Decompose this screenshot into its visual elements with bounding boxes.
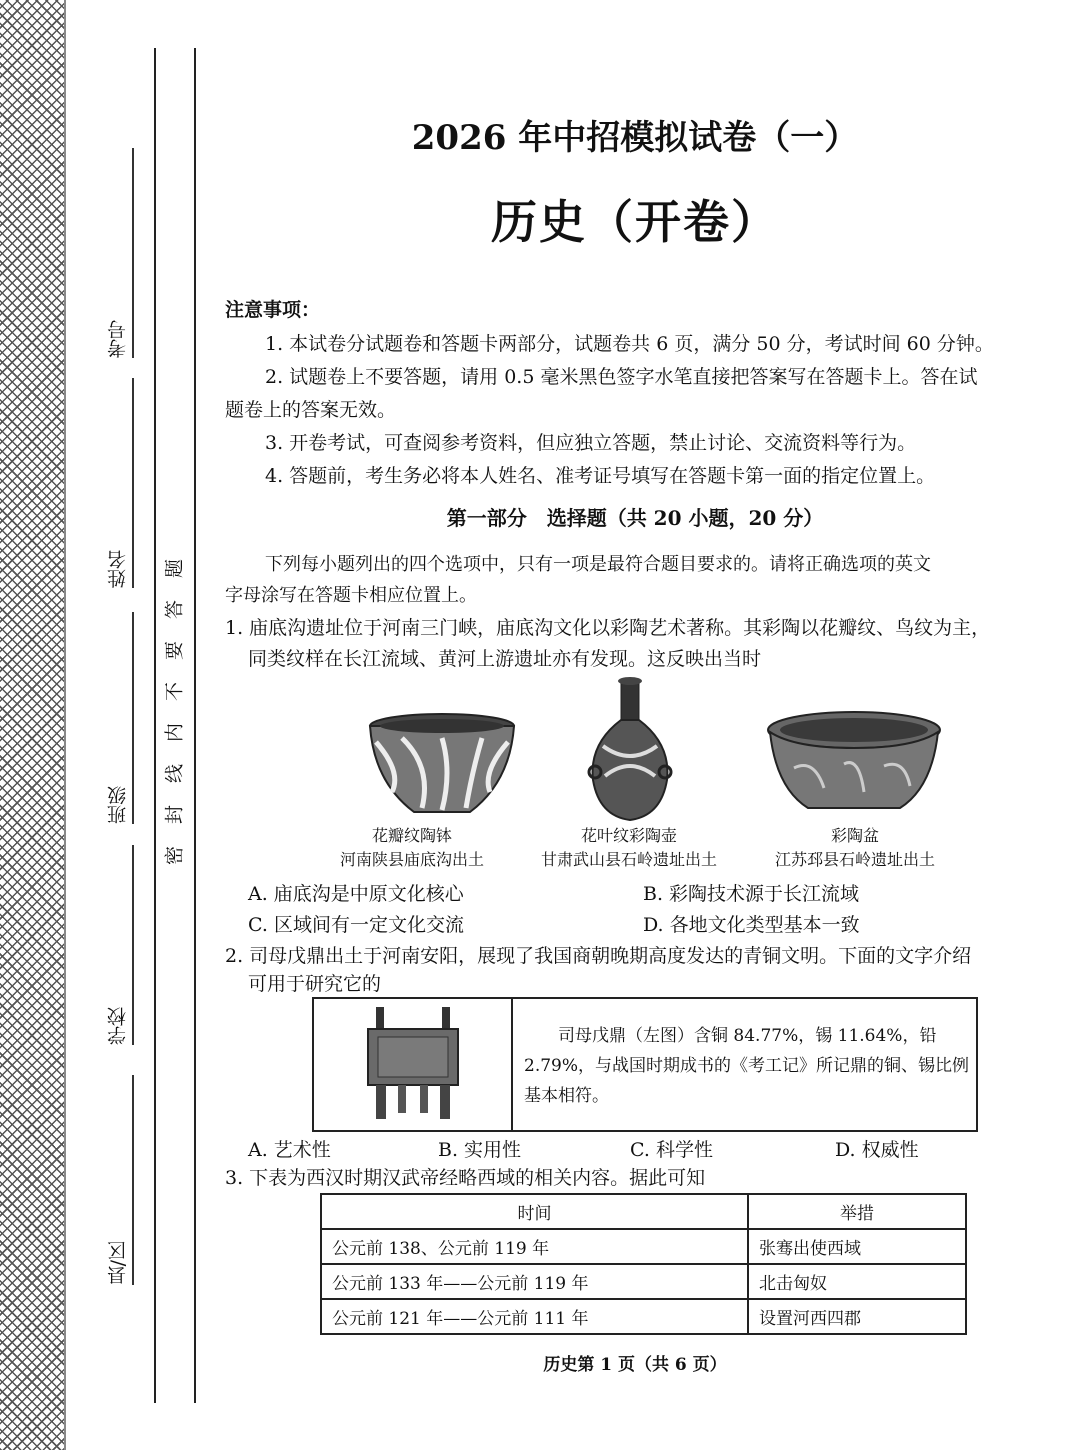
table-cell: 公元前 121 年——公元前 111 年 bbox=[321, 1299, 748, 1334]
caption-name: 花叶纹彩陶壶 bbox=[580, 826, 677, 845]
school-underline bbox=[132, 845, 134, 1045]
class-underline bbox=[132, 612, 134, 824]
seal-char: 封 bbox=[163, 805, 186, 825]
name-underline bbox=[132, 378, 134, 588]
ding-image bbox=[358, 1005, 468, 1123]
option-a[interactable]: A. 庙底沟是中原文化核心 bbox=[248, 883, 464, 905]
table-cell: 公元前 133 年——公元前 119 年 bbox=[321, 1264, 748, 1299]
field-label: 班级 bbox=[107, 786, 129, 824]
seal-char: 内 bbox=[163, 723, 186, 743]
caption-origin: 甘肃武山县石岭遗址出土 bbox=[540, 850, 717, 869]
field-class[interactable] bbox=[98, 612, 146, 824]
section-intro: 字母涂写在答题卡相应位置上。 bbox=[225, 585, 477, 606]
field-label: 姓名 bbox=[107, 550, 129, 588]
table-row bbox=[321, 1299, 966, 1334]
section-intro: 下列每小题列出的四个选项中，只有一项是最符合题目要求的。请将正确选项的英文 bbox=[265, 554, 931, 575]
image-caption-1 bbox=[292, 824, 532, 872]
section-title: 第一部分 选择题（共 20 小题，20 分） bbox=[446, 506, 824, 530]
note-item: 题卷上的答案无效。 bbox=[225, 399, 397, 421]
note-item: 3. 开卷考试，可查阅参考资料，但应独立答题，禁止讨论、交流资料等行为。 bbox=[265, 432, 917, 454]
question-stem: 可用于研究它的 bbox=[248, 973, 382, 995]
subject-title: 历史（开卷） bbox=[491, 195, 779, 249]
question-stem: 3. 下表为西汉时期汉武帝经略西域的相关内容。据此可知 bbox=[225, 1167, 706, 1189]
seal-notice bbox=[160, 548, 190, 876]
q2-material-box bbox=[312, 997, 978, 1132]
option-c[interactable]: C. 科学性 bbox=[630, 1139, 713, 1161]
table-row bbox=[321, 1264, 966, 1299]
caption-origin: 江苏邳县石岭遗址出土 bbox=[774, 850, 935, 869]
seal-char: 不 bbox=[163, 682, 186, 702]
option-a[interactable]: A. 艺术性 bbox=[248, 1139, 331, 1161]
seal-char: 答 bbox=[163, 600, 186, 620]
option-d[interactable]: D. 权威性 bbox=[835, 1139, 919, 1161]
image-caption-3 bbox=[735, 824, 975, 872]
note-item: 1. 本试卷分试题卷和答题卡两部分，试题卷共 6 页，满分 50 分，考试时间 60 分钟。 bbox=[265, 333, 994, 355]
table-row bbox=[321, 1229, 966, 1264]
option-b[interactable]: B. 实用性 bbox=[438, 1139, 522, 1161]
field-district[interactable] bbox=[98, 1075, 146, 1285]
option-c[interactable]: C. 区域间有一定文化交流 bbox=[248, 914, 464, 936]
table-cell: 设置河西四郡 bbox=[748, 1299, 966, 1334]
seal-char: 要 bbox=[163, 641, 186, 661]
q2-material-text: 司母戊鼎（左图）含铜 84.77%，锡 11.64%，铅 2.79%，与战国时期成书的《考工记》所记鼎的铜、锡比例基本相符。 bbox=[524, 1026, 970, 1106]
field-label: 县/区 bbox=[107, 1240, 129, 1285]
basin-image bbox=[764, 708, 944, 818]
exam-number-underline bbox=[132, 148, 134, 358]
table-header: 举措 bbox=[748, 1194, 966, 1229]
table-header: 时间 bbox=[321, 1194, 748, 1229]
page-footer: 历史第 1 页（共 6 页） bbox=[543, 1355, 727, 1375]
option-b[interactable]: B. 彩陶技术源于长江流域 bbox=[643, 883, 860, 905]
caption-origin: 河南陕县庙底沟出土 bbox=[339, 850, 484, 869]
bowl-image bbox=[362, 712, 522, 820]
seal-char: 题 bbox=[163, 559, 186, 579]
table-cell: 北击匈奴 bbox=[748, 1264, 966, 1299]
field-name[interactable] bbox=[98, 378, 146, 588]
question-stem: 同类纹样在长江流域、黄河上游遗址亦有发现。这反映出当时 bbox=[248, 648, 762, 670]
exam-title: 2026 年中招模拟试卷（一） bbox=[411, 118, 859, 158]
district-underline bbox=[132, 1075, 134, 1285]
vase-image bbox=[585, 676, 675, 824]
box-divider bbox=[511, 999, 513, 1130]
field-exam-number[interactable] bbox=[98, 148, 146, 358]
question-stem: 2. 司母戊鼎出土于河南安阳，展现了我国商朝晚期高度发达的青铜文明。下面的文字介绍 bbox=[225, 945, 972, 967]
binding-edge bbox=[64, 0, 66, 1450]
option-d[interactable]: D. 各地文化类型基本一致 bbox=[643, 914, 860, 936]
seal-char: 线 bbox=[163, 764, 186, 784]
table-cell: 张骞出使西域 bbox=[748, 1229, 966, 1264]
field-label: 考号 bbox=[107, 320, 129, 358]
binding-hatch bbox=[0, 0, 64, 1450]
table-cell: 公元前 138、公元前 119 年 bbox=[321, 1229, 748, 1264]
notes-heading: 注意事项： bbox=[225, 299, 321, 321]
q3-table bbox=[320, 1193, 967, 1335]
table-header-row bbox=[321, 1194, 966, 1229]
caption-name: 花瓣纹陶钵 bbox=[371, 826, 452, 845]
seal-char: 密 bbox=[163, 846, 186, 866]
note-item: 2. 试题卷上不要答题，请用 0.5 毫米黑色签字水笔直接把答案写在答题卡上。答在试 bbox=[265, 366, 978, 388]
note-item: 4. 答题前，考生务必将本人姓名、准考证号填写在答题卡第一面的指定位置上。 bbox=[265, 465, 936, 487]
field-school[interactable] bbox=[98, 845, 146, 1045]
question-stem: 1. 庙底沟遗址位于河南三门峡，庙底沟文化以彩陶艺术著称。其彩陶以花瓣纹、鸟纹为主， bbox=[225, 617, 991, 639]
caption-name: 彩陶盆 bbox=[830, 826, 879, 845]
image-caption-2 bbox=[509, 824, 749, 872]
field-label: 学校 bbox=[107, 1007, 129, 1045]
